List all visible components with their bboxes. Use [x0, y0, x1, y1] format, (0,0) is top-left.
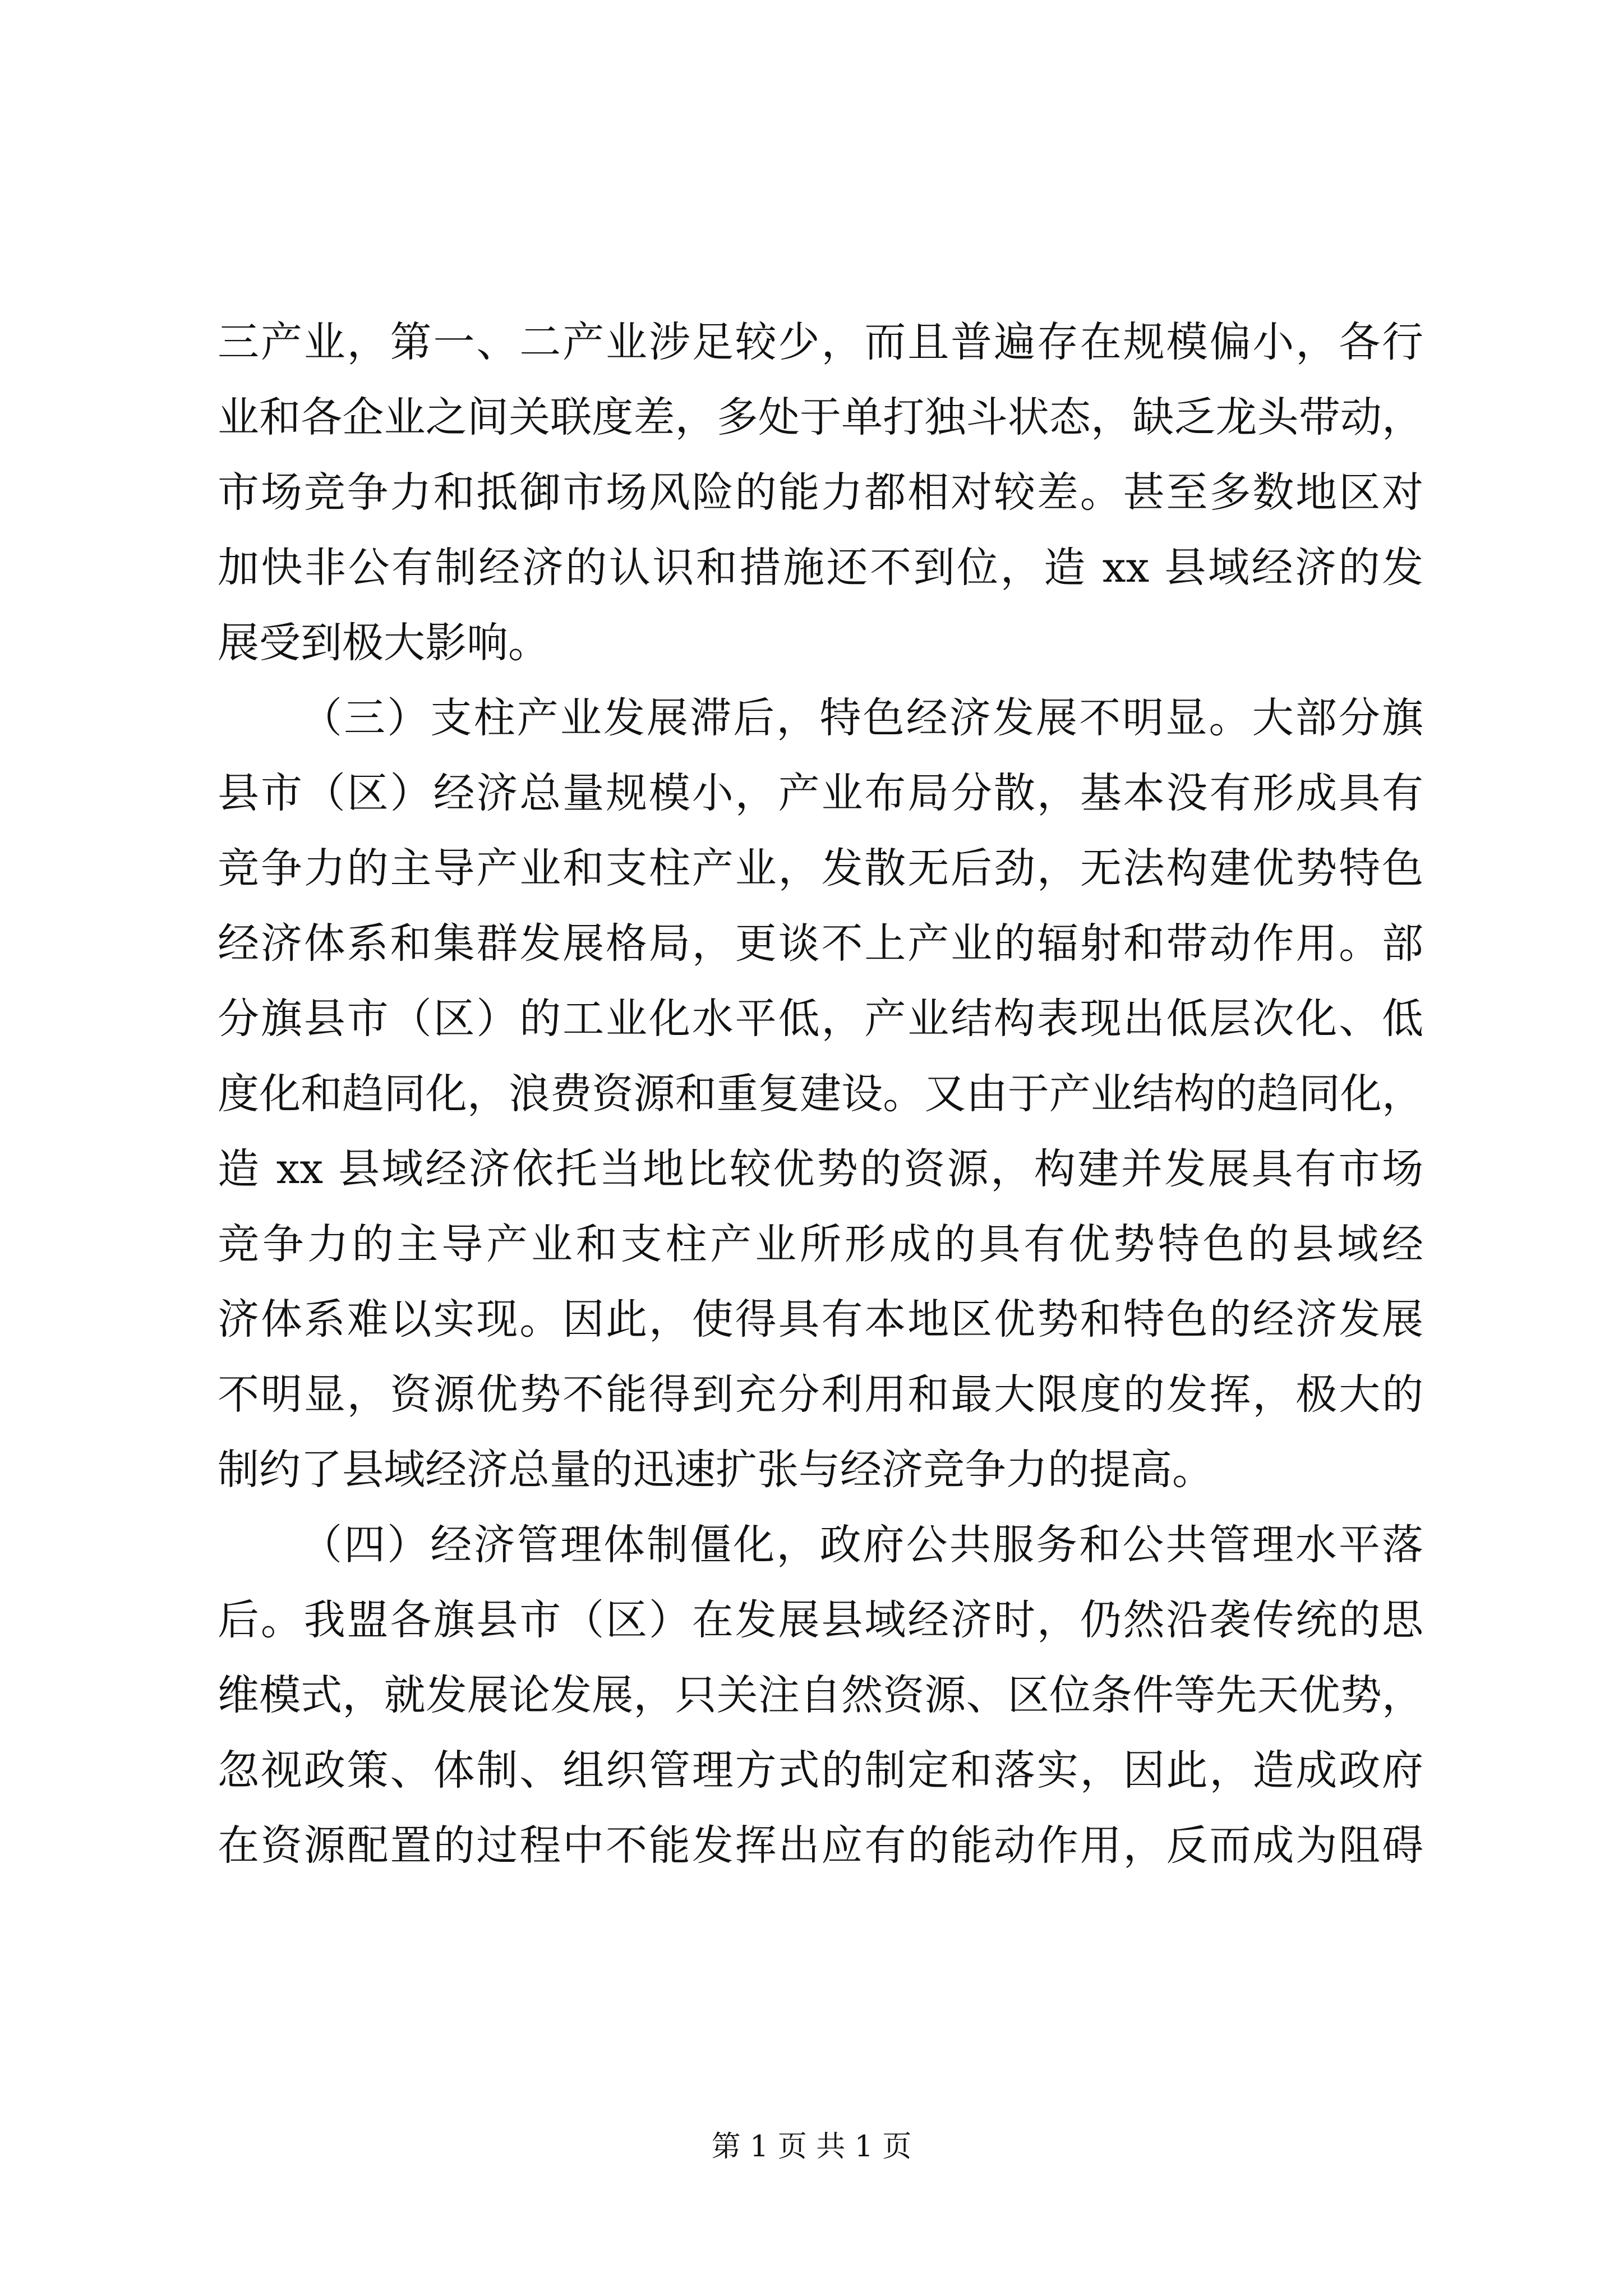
text-line: 竞争力的主导产业和支柱产业，发散无后劲，无法构建优势特色 [218, 844, 1423, 892]
page-footer: 第 1 页 共 1 页 [711, 2130, 912, 2164]
paragraph-first-line: （三）支柱产业发展滞后，特色经济发展不明显。大部分旗 [301, 694, 1423, 742]
text-line: 后。我盟各旗县市（区）在发展县域经济时，仍然沿袭传统的思 [218, 1596, 1423, 1644]
text-line: 不明显，资源优势不能得到充分利用和最大限度的发挥，极大的 [218, 1370, 1423, 1419]
paragraph-first-line: （四）经济管理体制僵化，政府公共服务和公共管理水平落 [301, 1521, 1423, 1569]
text-line: 三产业，第一、二产业涉足较少，而且普遍存在规模偏小，各行 [218, 318, 1423, 366]
text-line: 市场竞争力和抵御市场风险的能力都相对较差。甚至多数地区对 [218, 468, 1423, 517]
text-line: 分旗县市（区）的工业化水平低，产业结构表现出低层次化、低 [218, 995, 1423, 1043]
text-line: 度化和趋同化，浪费资源和重复建设。又由于产业结构的趋同化， [218, 1070, 1423, 1118]
text-line: 济体系难以实现。因此，使得具有本地区优势和特色的经济发展 [218, 1295, 1423, 1343]
document-body [218, 305, 1423, 1883]
text-line: 展受到极大影响。 [218, 619, 550, 667]
text-line: 经济体系和集群发展格局，更谈不上产业的辐射和带动作用。部 [218, 919, 1423, 968]
text-line: 加快非公有制经济的认识和措施还不到位，造 xx 县域经济的发 [218, 544, 1423, 592]
text-line: 业和各企业之间关联度差，多处于单打独斗状态，缺乏龙头带动， [218, 393, 1423, 441]
text-line: 在资源配置的过程中不能发挥出应有的能动作用，反而成为阻碍 [218, 1821, 1423, 1870]
text-line: 造 xx 县域经济依托当地比较优势的资源，构建并发展具有市场 [218, 1145, 1423, 1193]
text-line: 制约了县域经济总量的迅速扩张与经济竞争力的提高。 [218, 1446, 1214, 1494]
text-line: 县市（区）经济总量规模小，产业布局分散，基本没有形成具有 [218, 769, 1423, 817]
text-line: 维模式，就发展论发展，只关注自然资源、区位条件等先天优势， [218, 1671, 1423, 1719]
text-line: 竞争力的主导产业和支柱产业所形成的具有优势特色的县域经 [218, 1220, 1423, 1268]
text-line: 忽视政策、体制、组织管理方式的制定和落实，因此，造成政府 [218, 1746, 1423, 1795]
